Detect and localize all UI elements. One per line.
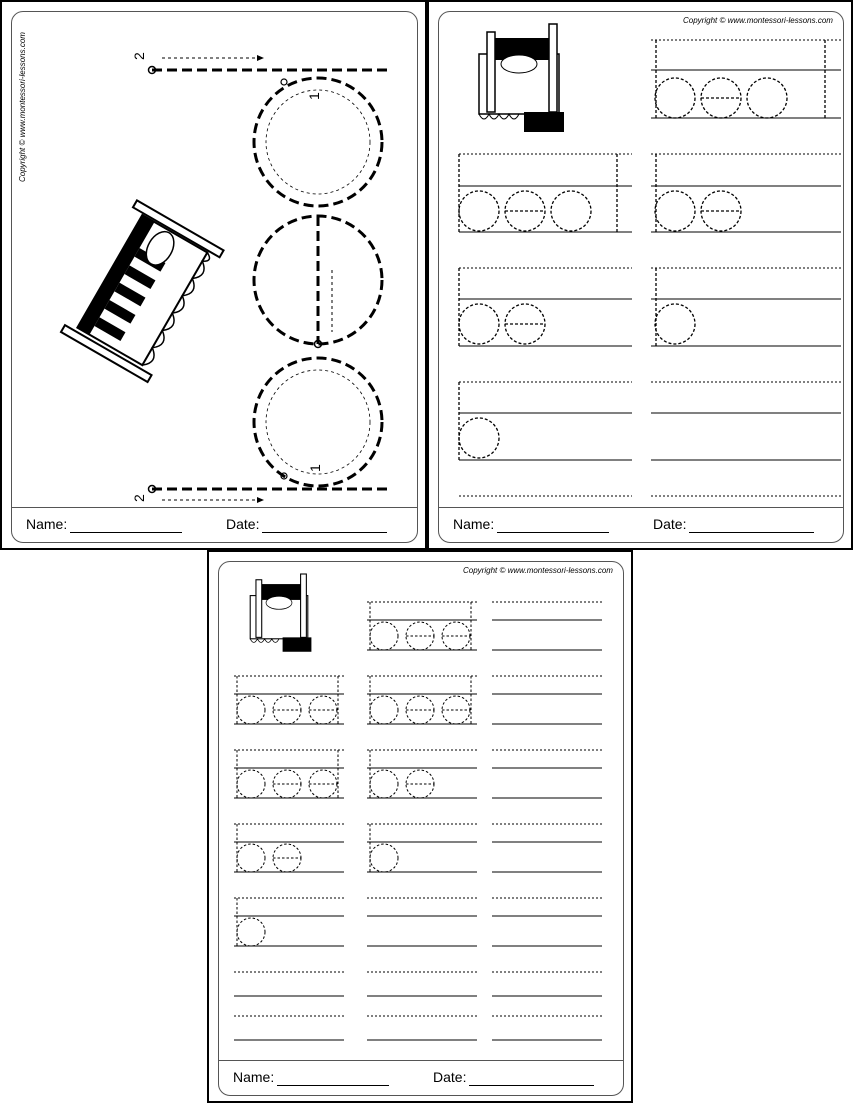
small-tracing-page: [207, 550, 633, 1103]
stroke-number-1-bottom: 1: [307, 464, 323, 472]
small-word-tracing: [209, 552, 635, 1105]
writing-lines: [234, 602, 602, 1040]
name-label: Name:: [453, 516, 495, 532]
copyright-text: Copyright © www.montessori-lessons.com: [463, 566, 613, 575]
medium-tracing-page: [427, 0, 853, 550]
copyright-text: Copyright © www.montessori-lessons.com: [18, 32, 27, 182]
copyright-text: Copyright © www.montessori-lessons.com: [683, 16, 833, 25]
date-label: Date:: [433, 1069, 467, 1085]
bed-icon: [479, 24, 564, 132]
stroke-number-2-bottom: 2: [131, 494, 147, 502]
date-label: Date:: [653, 516, 687, 532]
name-label: Name:: [26, 516, 68, 532]
large-tracing-page: [0, 0, 427, 550]
traced-words: [237, 602, 471, 946]
name-label: Name:: [233, 1069, 275, 1085]
large-letter-tracing: [2, 2, 429, 552]
date-label: Date:: [226, 516, 260, 532]
bed-icon: [61, 200, 224, 382]
stroke-number-2-top: 2: [131, 52, 147, 60]
bed-icon: [250, 574, 311, 652]
medium-word-tracing: [429, 2, 853, 552]
stroke-number-1-top: 1: [306, 92, 322, 100]
